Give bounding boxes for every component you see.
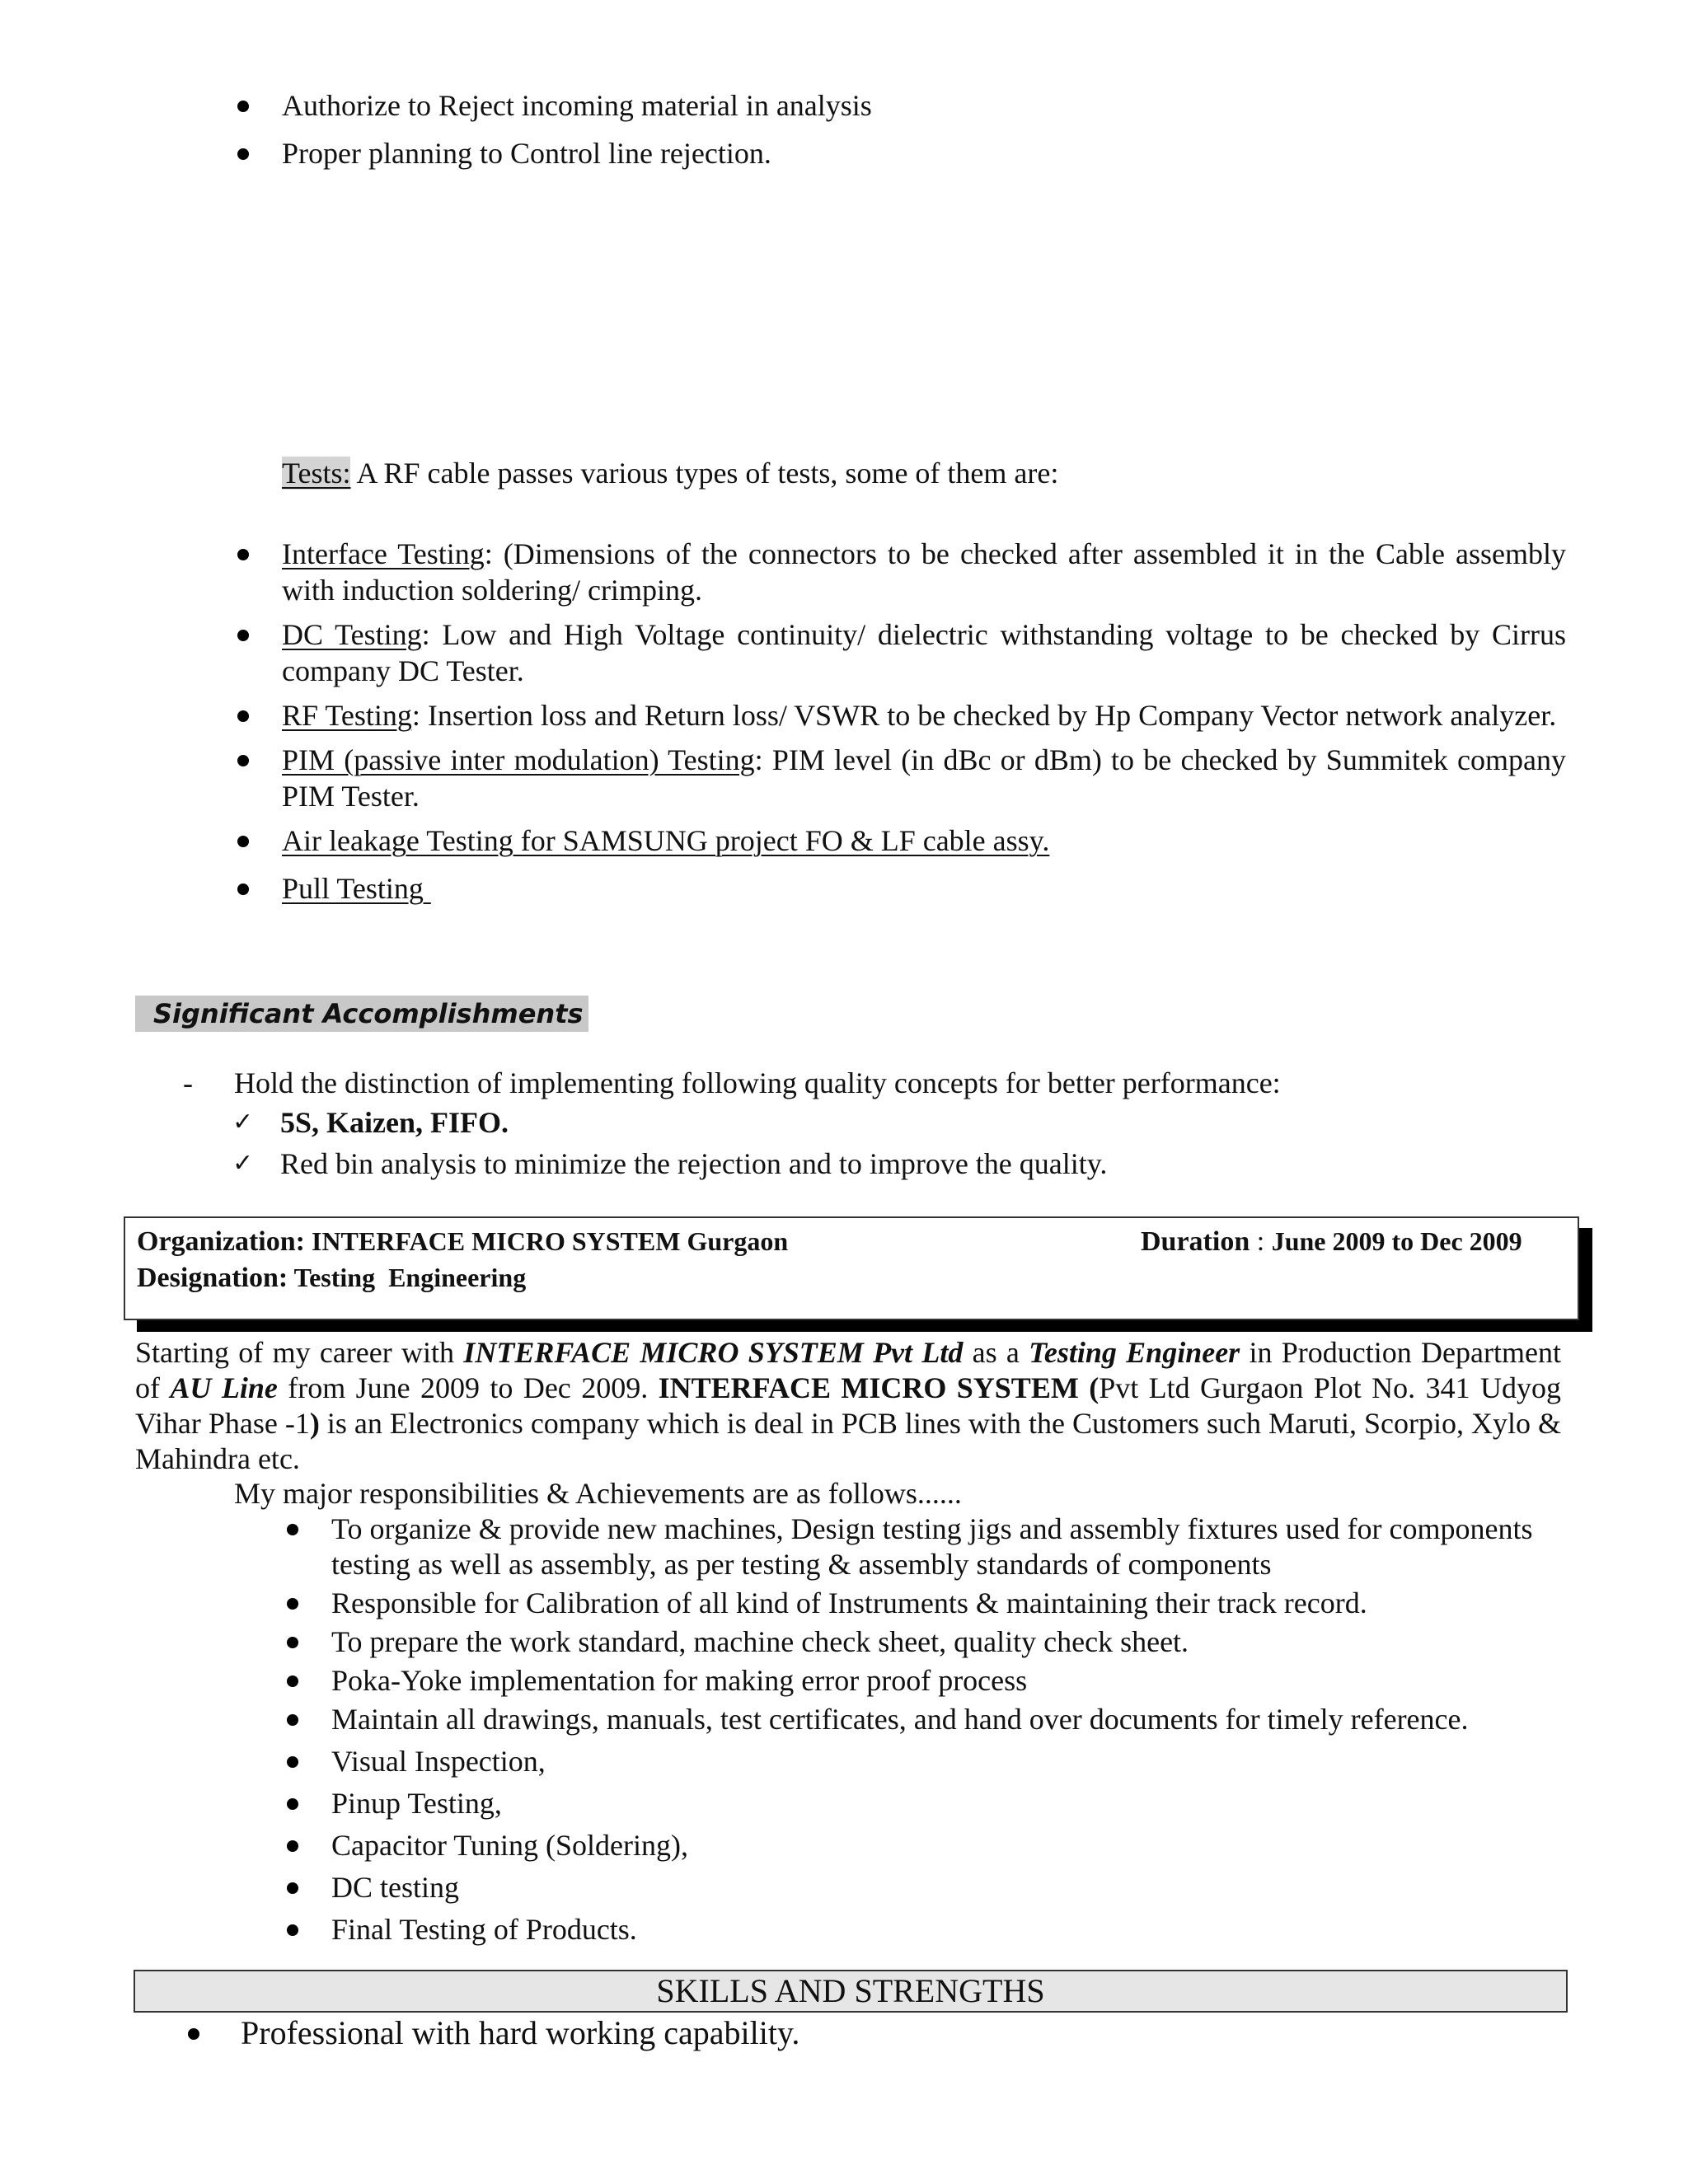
bullet-icon: [287, 1756, 298, 1768]
bullet-icon: [287, 1924, 298, 1936]
list-item-text: Visual Inspection,: [331, 1745, 546, 1778]
duration-line: [1141, 1223, 1522, 1260]
career-text: in Production Department of: [135, 1336, 1561, 1404]
list-item-text: To prepare the work standard, machine check sheet, quality check sheet.: [331, 1625, 1189, 1658]
list-item: [232, 823, 1566, 859]
line-name: AU Line: [170, 1371, 278, 1404]
list-item-text: 5S, Kaizen, FIFO.: [280, 1106, 509, 1139]
organization-box: [124, 1216, 1579, 1320]
tests-label: Tests:: [282, 457, 351, 490]
career-text: from June 2009 to Dec 2009.: [277, 1371, 659, 1404]
company-name: INTERFACE MICRO SYSTEM Pvt Ltd: [463, 1336, 964, 1369]
list-item-text: Red bin analysis to minimize the rejection and to improve the quality.: [280, 1147, 1108, 1180]
list-item: [282, 1624, 1568, 1660]
career-text: Starting of my career with: [135, 1336, 464, 1369]
bullet-icon: [287, 1675, 298, 1687]
bullet-icon: [287, 1524, 298, 1535]
accomplishments-intro-text: Hold the distinction of implementing following quality concepts for better performance:: [234, 1066, 1281, 1099]
designation-value: Testing Engineering: [288, 1263, 527, 1292]
list-item-text: Pinup Testing,: [331, 1787, 502, 1820]
list-item: [282, 1663, 1568, 1699]
section-heading-skills: SKILLS AND STRENGTHS: [134, 1970, 1568, 2013]
test-desc: : Insertion loss and Return loss/ VSWR to be checked by Hp Company Vector network analyzer.: [411, 699, 1557, 732]
list-item: [232, 870, 1566, 907]
designation-line: [137, 1259, 526, 1296]
list-item: [282, 1586, 1568, 1621]
career-paragraph: [135, 1335, 1561, 1477]
test-desc: : (Dimensions of the connectors to be checked after assembled it in the Cable assembly with induction soldering/ crimping.: [282, 537, 1567, 607]
list-item: [282, 1511, 1568, 1582]
bullet-icon: [287, 1637, 298, 1648]
tests-intro-text: A RF cable passes various types of tests, some of them are:: [350, 457, 1059, 490]
list-item: [282, 1870, 1568, 1905]
duration-separator: :: [1250, 1226, 1272, 1257]
organization-value: INTERFACE MICRO SYSTEM Gurgaon: [304, 1226, 789, 1256]
bullet-icon: [237, 630, 249, 641]
section-heading-accomplishments: Significant Accomplishments: [135, 996, 588, 1032]
list-item: [282, 1828, 1568, 1863]
role-name: Testing Engineer: [1029, 1336, 1240, 1369]
designation-label: Designation:: [137, 1263, 288, 1293]
test-term: Interface Testing: [282, 537, 485, 570]
list-item: [232, 616, 1566, 689]
list-item-text: To organize & provide new machines, Design testing jigs and assembly fixtures used for components testing as well as assembly, as per testing & assembly standards of components: [331, 1512, 1533, 1581]
checkmark-icon: ✓: [232, 1149, 254, 1178]
tests-list: [232, 536, 1566, 907]
list-item-text: Responsible for Calibration of all kind of Instruments & maintaining their track record.: [331, 1586, 1367, 1619]
organization-label: Organization:: [137, 1226, 305, 1257]
list-item: [183, 2013, 1568, 2054]
bullet-icon: [287, 1714, 298, 1726]
bullet-icon: [287, 1882, 298, 1894]
responsibilities-intro: My major responsibilities & Achievements are as follows......: [234, 1477, 962, 1510]
bullet-icon: [237, 836, 249, 847]
list-item: [282, 1786, 1568, 1821]
dash-marker: -: [183, 1066, 193, 1099]
list-item: [282, 1702, 1568, 1737]
closing-paren: ): [309, 1407, 320, 1440]
list-item-text: Professional with hard working capability.: [241, 2014, 800, 2051]
list-item-text: Maintain all drawings, manuals, test certificates, and hand over documents for timely reference.: [331, 1703, 1469, 1736]
bullet-icon: [237, 755, 249, 766]
accomplishments-intro: [183, 1065, 1568, 1101]
skills-list: [183, 2013, 1568, 2054]
bullet-icon: [237, 101, 249, 112]
list-item-text: Authorize to Reject incoming material in analysis: [282, 89, 872, 122]
list-item-text: DC testing: [331, 1871, 460, 1904]
top-bullet-list: [232, 87, 1568, 183]
career-text: as a: [963, 1336, 1029, 1369]
bullet-icon: [237, 549, 249, 560]
list-item: [232, 742, 1566, 814]
checkmark-icon: ✓: [232, 1108, 254, 1137]
list-item-text: Poka-Yoke implementation for making error proof process: [331, 1664, 1028, 1697]
career-text: Pvt Ltd Gurgaon Plot No. 341 Udyog Vihar Phase -1: [135, 1371, 1561, 1440]
list-item: [232, 1104, 1568, 1146]
career-text: is an Electronics company which is deal in PCB lines with the Customers such Maruti, Scorpio, Xylo & Mahindra etc.: [135, 1407, 1562, 1475]
list-item: [232, 536, 1566, 608]
tests-intro: [282, 455, 1568, 491]
bullet-icon: [237, 883, 249, 895]
list-item: [232, 1146, 1568, 1187]
test-term: Pull Testing: [282, 872, 431, 905]
bullet-icon: [287, 1598, 298, 1610]
list-item: [282, 1912, 1568, 1947]
list-item: [232, 697, 1566, 733]
duration-value: June 2009 to Dec 2009: [1271, 1226, 1522, 1256]
bullet-icon: [237, 710, 249, 722]
bullet-icon: [287, 1798, 298, 1810]
bullet-icon: [237, 148, 249, 160]
bullet-icon: [287, 1840, 298, 1852]
list-item: [282, 1744, 1568, 1779]
organization-line: [137, 1223, 788, 1260]
list-item: [232, 87, 1568, 135]
test-term: PIM (passive inter modulation) Testing: [282, 743, 755, 776]
test-term: Air leakage Testing for SAMSUNG project FO & LF cable assy.: [282, 824, 1050, 857]
test-desc: : PIM level (in dBc or dBm) to be checked by Summitek company PIM Tester.: [282, 743, 1566, 813]
test-term: RF Testing: [282, 699, 412, 732]
list-item: [232, 135, 1568, 183]
test-desc: : Low and High Voltage continuity/ dielectric withstanding voltage to be checked by Cirrus company DC Tester.: [282, 618, 1567, 687]
test-term: DC Testing: [282, 618, 422, 651]
bullet-icon: [188, 2028, 199, 2040]
duration-label: Duration: [1141, 1226, 1250, 1257]
responsibilities-list: [282, 1511, 1568, 1947]
company-name-bold: INTERFACE MICRO SYSTEM (: [658, 1371, 1100, 1404]
list-item-text: Capacitor Tuning (Soldering),: [331, 1829, 688, 1862]
list-item-text: Proper planning to Control line rejection.: [282, 137, 771, 170]
list-item-text: Final Testing of Products.: [331, 1913, 637, 1946]
accomplishments-list: [232, 1104, 1568, 1187]
